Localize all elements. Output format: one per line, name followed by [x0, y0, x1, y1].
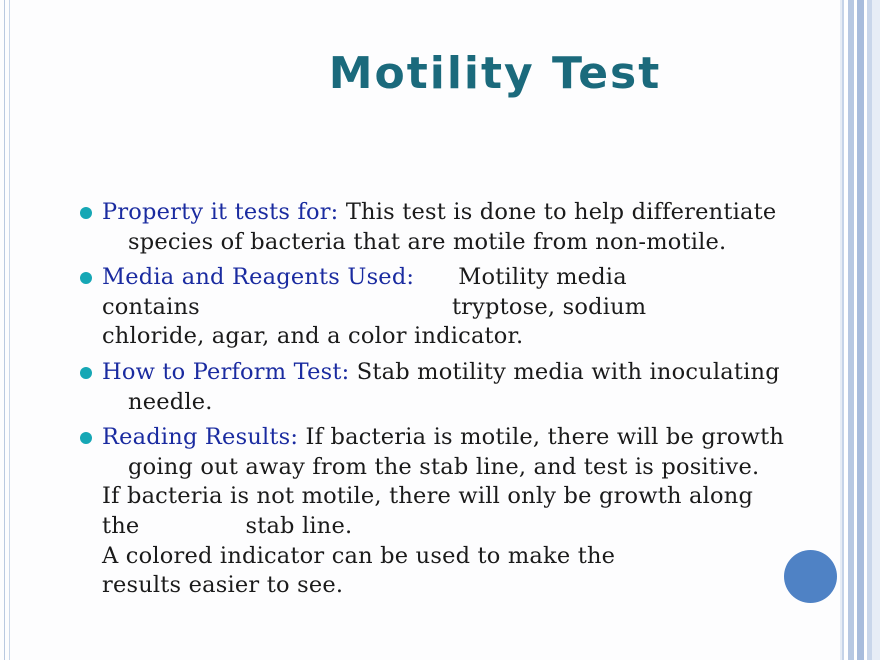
- bullet-list: [80, 198, 800, 607]
- bullet-icon: [80, 207, 92, 219]
- item-text: tryptose, sodium: [451, 293, 647, 320]
- item-text: Stab motility media with inoculating: [349, 358, 780, 385]
- bullet-item-perform: [80, 358, 800, 417]
- bullet-icon: [80, 432, 92, 444]
- item-text: stab line.: [245, 512, 353, 539]
- item-text: species of bacteria that are motile from non-motile.: [128, 228, 727, 255]
- item-text: needle.: [128, 388, 213, 415]
- bullet-icon: [80, 367, 92, 379]
- item-text: If bacteria is motile, there will be growth: [298, 424, 785, 451]
- bullet-item-results: [80, 423, 800, 601]
- item-text: the: [102, 512, 140, 539]
- left-border-line: [9, 0, 10, 660]
- item-text: chloride, agar, and a color indicator.: [102, 323, 524, 350]
- item-text: results easier to see.: [102, 572, 344, 599]
- decorative-circle: [784, 550, 837, 603]
- bullet-item-property: [80, 198, 800, 257]
- item-label: Media and Reagents Used:: [102, 264, 415, 291]
- bullet-item-media: [80, 263, 800, 352]
- item-text: contains: [102, 293, 200, 320]
- bullet-icon: [80, 272, 92, 284]
- left-border-line: [4, 0, 5, 660]
- item-text: Motility media: [458, 264, 627, 291]
- item-text: If bacteria is not motile, there will only be growth along: [102, 483, 754, 510]
- item-label: How to Perform Test:: [102, 358, 350, 385]
- item-text: A colored indicator can be used to make the: [102, 542, 616, 569]
- slide-title: Motility Test: [328, 48, 662, 99]
- item-text: This test is done to help differentiate: [338, 199, 777, 225]
- item-text: going out away from the stab line, and test is positive.: [128, 453, 760, 480]
- right-border-stripes: [840, 0, 880, 660]
- item-label: Reading Results:: [102, 424, 299, 451]
- item-label: Property it tests for:: [102, 199, 339, 225]
